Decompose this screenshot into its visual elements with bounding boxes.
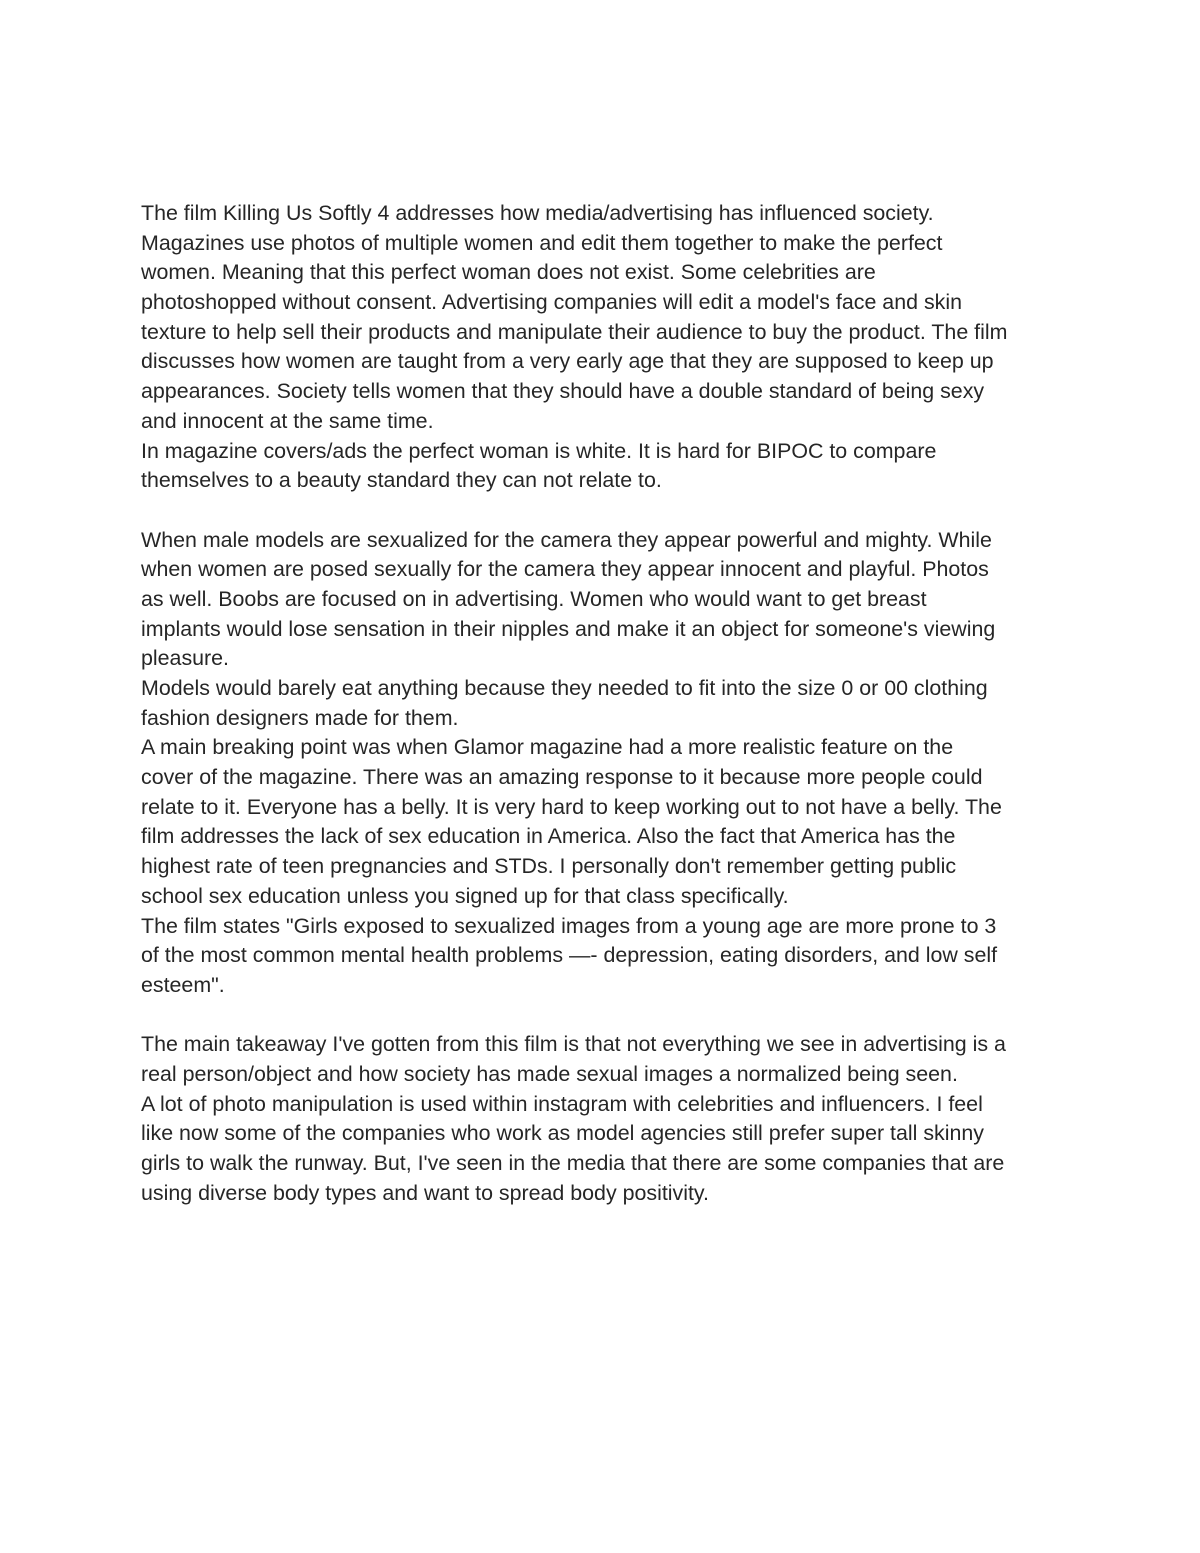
text-line: relate to it. Everyone has a belly. It is very hard to keep working out to not have a belly. The: [141, 794, 1002, 819]
text-line: implants would lose sensation in their nipples and make it an object for someone's viewing: [141, 616, 996, 641]
text-line: pleasure.: [141, 646, 229, 671]
text-line: film addresses the lack of sex education in America. Also the fact that America has the: [141, 824, 956, 849]
text-line: highest rate of teen pregnancies and STDs. I personally don't remember getting public: [141, 854, 957, 879]
paragraph-male-models: [141, 526, 1066, 674]
text-line: photoshopped without consent. Advertising companies will edit a model's face and skin: [141, 290, 962, 315]
text-line: texture to help sell their products and manipulate their audience to buy the product. The film: [141, 319, 1008, 344]
text-line: esteem".: [141, 972, 225, 997]
paragraph-photo-manipulation: [141, 1090, 1066, 1209]
text-line: fashion designers made for them.: [141, 705, 459, 730]
text-line: using diverse body types and want to spread body positivity.: [141, 1180, 709, 1205]
document-body: [141, 199, 1066, 1208]
text-line: A main breaking point was when Glamor magazine had a more realistic feature on the: [141, 735, 954, 760]
text-line: of the most common mental health problems —- depression, eating disorders, and low self: [141, 943, 998, 968]
paragraph-main-takeaway: [141, 1030, 1066, 1089]
text-line: A lot of photo manipulation is used within instagram with celebrities and influencers. I feel: [141, 1091, 983, 1116]
blank-line: [141, 496, 1066, 526]
paragraph-magazine-covers: [141, 437, 1066, 496]
text-line: and innocent at the same time.: [141, 408, 434, 433]
text-line: like now some of the companies who work as model agencies still prefer super tall skinny: [141, 1121, 984, 1146]
text-line: Magazines use photos of multiple women and edit them together to make the perfect: [141, 230, 943, 255]
paragraph-models-eating: [141, 674, 1066, 733]
paragraph-intro: [141, 199, 1066, 437]
text-line: The film states "Girls exposed to sexualized images from a young age are more prone to 3: [141, 913, 997, 938]
paragraph-film-quote: [141, 912, 1066, 1001]
text-line: Models would barely eat anything because they needed to fit into the size 0 or 00 clothing: [141, 676, 988, 700]
blank-line: [141, 1001, 1066, 1031]
text-line: discusses how women are taught from a very early age that they are supposed to keep up: [141, 349, 994, 374]
text-line: girls to walk the runway. But, I've seen in the media that there are some companies that are: [141, 1151, 1005, 1175]
paragraph-glamor-magazine: [141, 733, 1066, 911]
text-line: appearances. Society tells women that they should have a double standard of being sexy: [141, 379, 985, 404]
text-line: In magazine covers/ads the perfect woman is white. It is hard for BIPOC to compare: [141, 438, 937, 463]
text-line: The film Killing Us Softly 4 addresses how media/advertising has influenced society.: [141, 201, 934, 225]
text-line: when women are posed sexually for the camera they appear innocent and playful. Photos: [141, 557, 989, 582]
text-line: as well. Boobs are focused on in advertising. Women who would want to get breast: [141, 586, 927, 611]
text-line: school sex education unless you signed up for that class specifically.: [141, 883, 789, 908]
text-line: The main takeaway I've gotten from this film is that not everything we see in advertising is a: [141, 1032, 1006, 1057]
text-line: cover of the magazine. There was an amazing response to it because more people could: [141, 765, 983, 790]
text-line: real person/object and how society has made sexual images a normalized being seen.: [141, 1061, 958, 1086]
text-line: women. Meaning that this perfect woman does not exist. Some celebrities are: [141, 260, 876, 285]
text-line: themselves to a beauty standard they can not relate to.: [141, 468, 662, 493]
text-line: When male models are sexualized for the camera they appear powerful and mighty. While: [141, 527, 992, 552]
